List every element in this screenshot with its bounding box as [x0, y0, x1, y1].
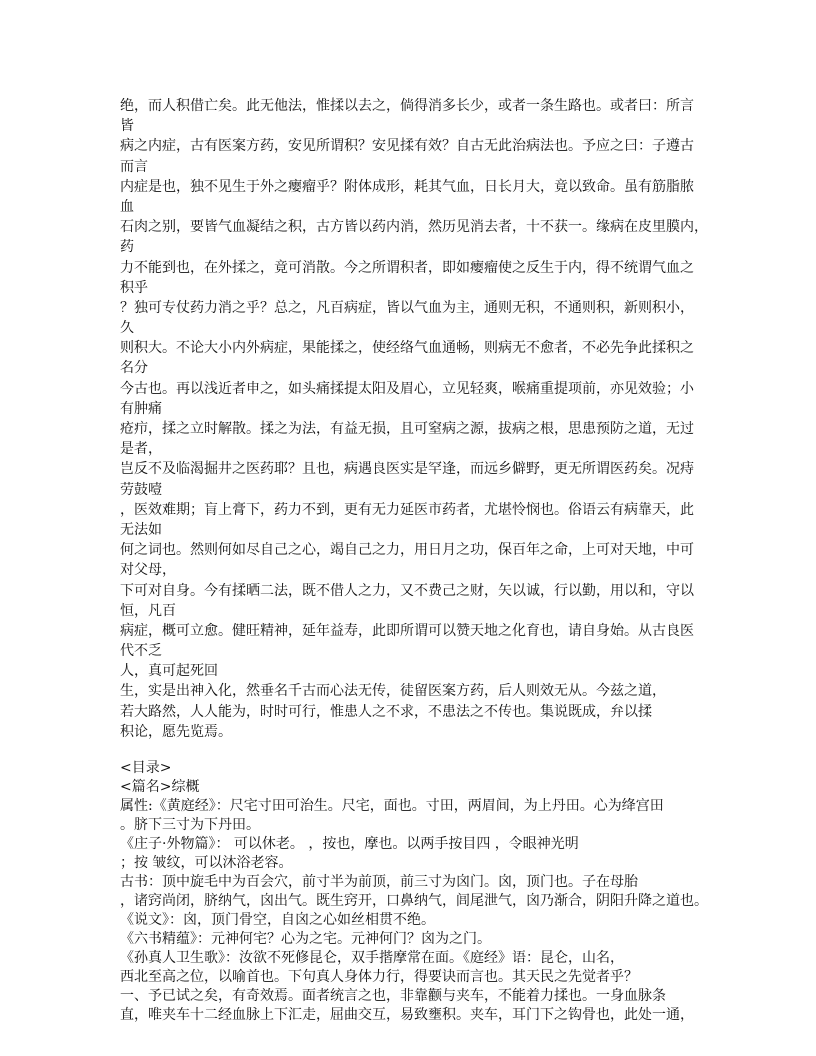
- text-line: 人，真可起死回: [120, 663, 218, 680]
- text-line: 病之内症，古有医案方药，安见所谓积？安见揉有效？自古无此治病法也。予应之曰：子遵古: [120, 138, 694, 155]
- text-line: 若大路然，人人能为，时时可行，惟患人之不求，不患法之不传也。集说既成，弁以揉: [120, 703, 652, 720]
- text-line: 劳鼓噎: [120, 481, 162, 498]
- text-line: 对父母，: [120, 562, 176, 579]
- text-line: 绝，而人积借亡矣。此无他法，惟揉以去之，倘得消多长少，或者一条生路也。或者曰：所言: [120, 98, 694, 114]
- text-line: 疮疖，揉之立时解散。揉之为法，有益无损，且可窒病之源，拔病之根，思患预防之道，无过: [120, 421, 694, 437]
- text-line: ？独可专仗药力消之乎？总之，凡百病症，皆以气血为主，通则无积，不通则积，新则积小，: [120, 299, 694, 316]
- body-text: [120, 96, 706, 742]
- table-of-contents: [120, 759, 706, 1025]
- text-line: 名分: [120, 360, 148, 377]
- toc-line: 属性:《黄庭经》：尺宅寸田可治生。尺宅，面也。寸田，两眉间，为上丹田。心为绛宫田: [120, 798, 664, 814]
- toc-line: 《六书精蕴》：元神何宅？心为之宅。元神何门？囟为之门。: [120, 931, 491, 947]
- text-line: 积论，愿先览焉。: [120, 723, 232, 740]
- toc-line: 《庄子·外物篇》： 可以休老。 ，按也，摩也。以两手按目四 ，令眼神光明: [120, 836, 579, 852]
- text-line: 而言: [120, 158, 148, 175]
- toc-line: 西北至高之位，以喻首也。下句真人身体力行，得要诀而言也。其天民之先觉者乎？: [120, 969, 638, 985]
- text-line: 岂反不及临渴掘井之医药耶？且也，病遇良医实是罕逢，而远乡僻野，更无所谓医药矣。况痔: [120, 461, 694, 478]
- text-line: 何之词也。然则何如尽自己之心，竭自己之力，用日月之功，保百年之命，上可对天地，中可: [120, 542, 694, 559]
- document-page: [120, 96, 706, 1025]
- text-line: 无法如: [120, 521, 162, 538]
- toc-line: 直，唯夹车十二经血脉上下汇走，屈曲交互，易致壅积。夹车，耳门下之钩骨也，此处一通，: [120, 1007, 694, 1023]
- text-line: 今古也。再以浅近者申之，如头痛揉提太阳及眉心，立见轻爽，喉痛重提项前，亦见效验；小: [120, 380, 694, 397]
- text-line: 力不能到也，在外揉之，竟可消散。今之所谓积者，即如瘿瘤使之反生于内，得不统谓气血之: [120, 259, 694, 276]
- text-line: 石肉之别，要皆气血凝结之积，古方皆以药内消，然历见消去者，十不获一。缘病在皮里膜内，: [120, 219, 708, 236]
- text-line: 内症是也，独不见生于外之瘿瘤乎？附体成形，耗其气血，日长月大，竟以致命。虽有筋脂脓: [120, 178, 694, 195]
- text-line: 是者，: [120, 441, 162, 458]
- toc-line: 。脐下三寸为下丹田。: [120, 817, 260, 833]
- text-line: 生，实是出神入化，然垂名千古而心法无传，徒留医案方药，后人则效无从。今兹之道，: [120, 683, 666, 700]
- text-line: 下可对自身。今有揉晒二法，既不借人之力，又不费己之财，矢以诚，行以勤，用以和，守以: [120, 582, 694, 599]
- text-line: 有肿痛: [120, 400, 162, 417]
- text-line: 血: [120, 198, 134, 215]
- toc-line: ，诸窍尚闭，脐纳气，囟出气。既生窍开，口鼻纳气，闾尾泄气，囟乃渐合，阴阳升降之道也。: [120, 893, 708, 909]
- toc-line: ；按 皱纹，可以沐浴老容。: [120, 855, 293, 871]
- toc-line: 古书：顶中旋毛中为百会穴，前寸半为前顶，前三寸为囟门。囟，顶门也。子在母胎: [120, 874, 638, 890]
- text-line: 积乎: [120, 279, 148, 296]
- section-gap: [120, 742, 706, 759]
- text-line: ，医效难期；肓上膏下，药力不到，更有无力延医市药者，尤堪怜悯也。俗语云有病靠天，此: [120, 501, 694, 518]
- toc-line: 《孙真人卫生歌》：汝欲不死修昆仑，双手揩摩常在面。《庭经》语：昆仑，山名，: [120, 950, 624, 966]
- text-line: 则积大。不论大小内外病症，果能揉之，使经络气血通畅，则病无不愈者，不必先争此揉积之: [120, 340, 694, 357]
- text-line: 皆: [120, 118, 134, 135]
- text-line: 病症，概可立愈。健旺精神，延年益寿，此即所谓可以赞天地之化育也，请自身始。从古良医: [120, 622, 694, 639]
- toc-line: <目录>: [120, 760, 172, 776]
- toc-line: <篇名>综概: [120, 779, 200, 795]
- text-line: 恒，凡百: [120, 602, 176, 619]
- text-line: 久: [120, 320, 134, 337]
- text-line: 药: [120, 239, 134, 256]
- toc-line: 一、予已试之矣，有奇效焉。面者统言之也，非靠颧与夹车，不能着力揉也。一身血脉条: [120, 988, 666, 1004]
- toc-line: 《说文》：囟，顶门骨空，自囟之心如丝相贯不绝。: [120, 912, 435, 928]
- text-line: 代不乏: [120, 643, 162, 660]
